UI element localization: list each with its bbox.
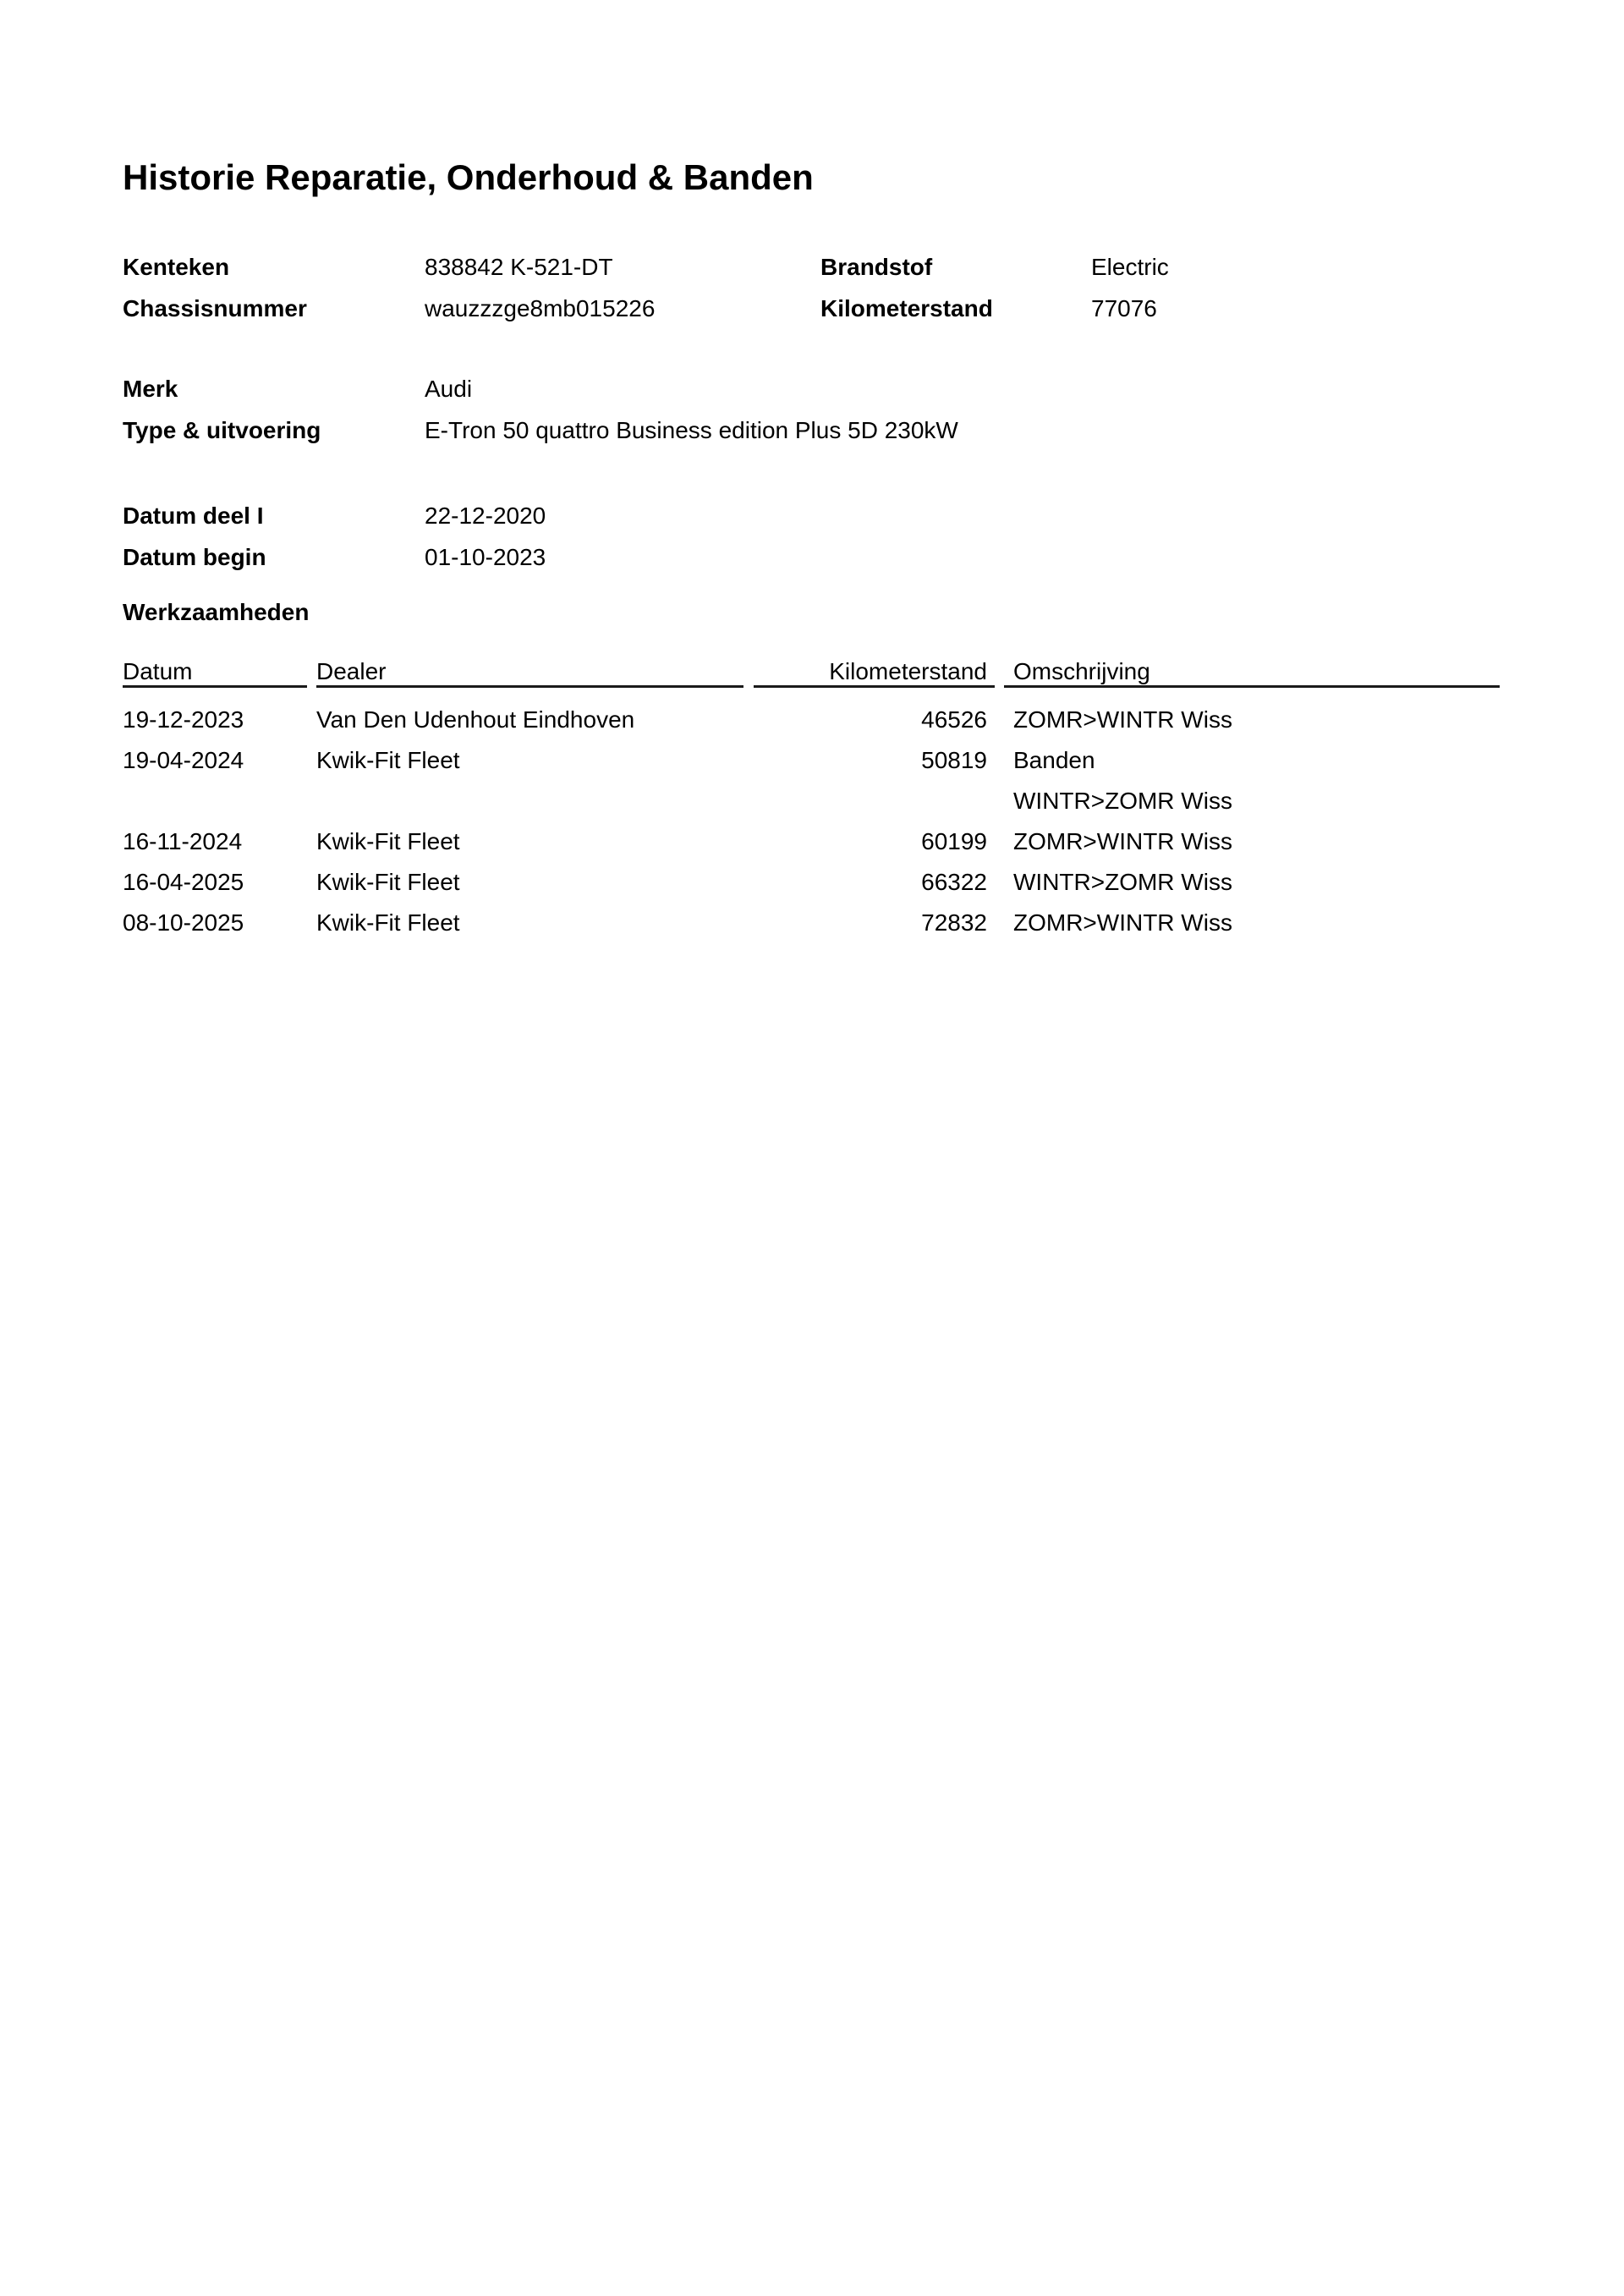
field-label-kilometerstand: Kilometerstand [820,295,993,321]
field-value-merk: Audi [425,376,473,402]
row-datum: 16-04-2025 [123,869,244,895]
row-datum: 19-12-2023 [123,706,244,733]
field-value-brandstof: Electric [1091,254,1169,280]
field-label-merk: Merk [123,376,178,402]
row-omschrijving: ZOMR>WINTR Wiss [1013,909,1232,936]
row-kilometerstand: 50819 [921,747,987,773]
table-header-rule-omschrijving [1004,685,1500,688]
page-title: Historie Reparatie, Onderhoud & Banden [123,157,814,197]
row-kilometerstand: 60199 [921,828,987,854]
field-label-datum-begin: Datum begin [123,544,266,570]
werkzaamheden-heading: Werkzaamheden [123,599,310,625]
field-value-type-uitvoering: E-Tron 50 quattro Business edition Plus 5D 230kW [425,417,958,443]
table-header-omschrijving: Omschrijving [1013,658,1150,684]
row-omschrijving: WINTR>ZOMR Wiss [1013,869,1232,895]
row-dealer: Kwik-Fit Fleet [316,747,460,773]
row-dealer: Kwik-Fit Fleet [316,909,460,936]
row-omschrijving: WINTR>ZOMR Wiss [1013,788,1232,814]
row-kilometerstand: 46526 [921,706,987,733]
row-kilometerstand: 66322 [921,869,987,895]
field-value-datum-begin: 01-10-2023 [425,544,546,570]
field-label-datum-deel-1: Datum deel I [123,503,264,529]
table-header-rule-dealer [316,685,743,688]
table-header-dealer: Dealer [316,658,387,684]
field-label-chassisnummer: Chassisnummer [123,295,307,321]
table-header-kilometerstand: Kilometerstand [829,658,987,684]
table-header-rule-kilometerstand [754,685,995,688]
row-dealer: Van Den Udenhout Eindhoven [316,706,635,733]
row-kilometerstand: 72832 [921,909,987,936]
row-omschrijving: ZOMR>WINTR Wiss [1013,828,1232,854]
row-dealer: Kwik-Fit Fleet [316,869,460,895]
field-value-kenteken: 838842 K-521-DT [425,254,613,280]
field-label-brandstof: Brandstof [820,254,933,280]
row-datum: 16-11-2024 [123,828,243,854]
row-omschrijving: Banden [1013,747,1095,773]
table-header-datum: Datum [123,658,193,684]
field-label-type-uitvoering: Type & uitvoering [123,417,321,443]
row-dealer: Kwik-Fit Fleet [316,828,460,854]
field-value-kilometerstand: 77076 [1091,295,1157,321]
field-label-kenteken: Kenteken [123,254,230,280]
row-datum: 19-04-2024 [123,747,244,773]
field-value-datum-deel-1: 22-12-2020 [425,503,546,529]
row-omschrijving: ZOMR>WINTR Wiss [1013,706,1232,733]
table-header-rule-datum [123,685,307,688]
row-datum: 08-10-2025 [123,909,244,936]
field-value-chassisnummer: wauzzzge8mb015226 [425,295,656,321]
